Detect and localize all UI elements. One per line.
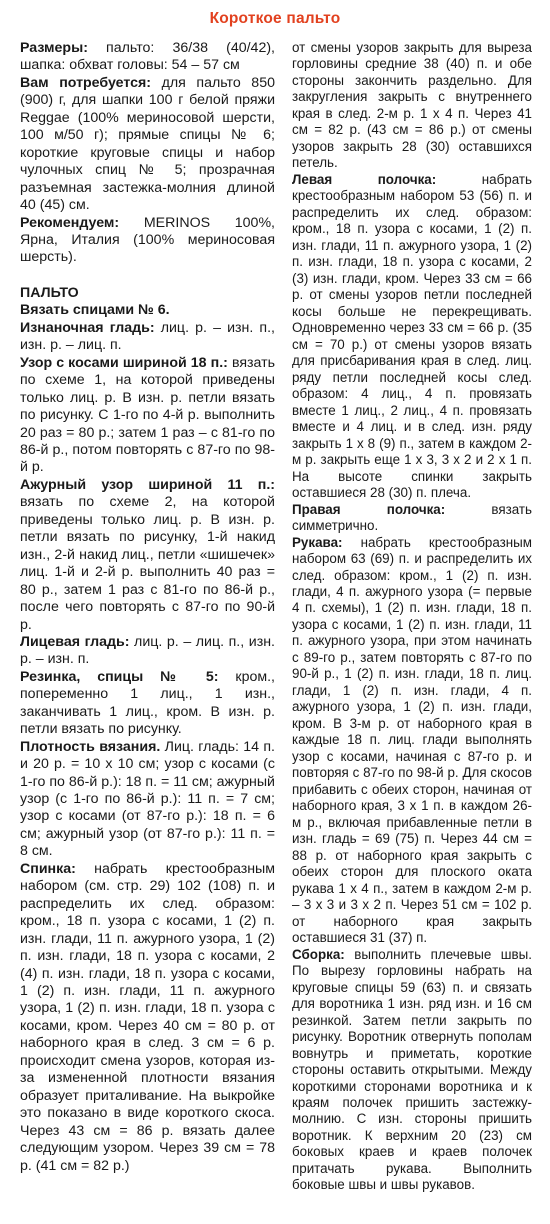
rib-label: Резинка, спицы № 5:	[20, 668, 219, 685]
assembly-text: выполнить плечевые швы. По вырезу горловины набрать на круговые спицы 59 (63) п. и связать для воротника 1 изн. ряд изн. и 16 см резинкой. Затем петли закрыть по рисунку. Воротник отвернуть пополам вовнутрь и приметать, короткие стороны оставить открытыми. Между короткими сторонами воротника и к краям полочек пришить застежку-молнию. С изн. стороны пришить воротник. К верхним 20 (23) см боковых краев и краев полочек притачать рукава. Выполнить боковые швы и швы рукавов.	[292, 946, 532, 1193]
recommend-paragraph	[20, 215, 275, 267]
right-front-label: Правая полочка:	[292, 501, 446, 517]
sizes-label: Размеры:	[20, 40, 88, 56]
materials-text: для пальто 850 (900) г, для шапки 100 г белой пряжи Reggae (100% мериносовой шерсти, 100 м/50 г); прямые спицы № 6; короткие круговые спицы и набор чулочных спиц № 5; прозрачная разъемная застежка-молния длиной 40 (45) см.	[20, 74, 275, 214]
recommend-label: Рекомендуем:	[20, 214, 120, 231]
needles-text: Вязать спицами № 6.	[20, 302, 170, 319]
purl-text: лиц. р. – изн. п., изн. р. – лиц. п.	[20, 319, 275, 354]
right-column	[292, 40, 532, 1194]
page-title: Короткое пальто	[209, 10, 341, 27]
lace-label: Ажурный узор шириной 11 п.:	[20, 476, 275, 493]
sleeves-paragraph	[292, 535, 532, 947]
recommend-text: MERINOS 100%, Ярна, Италия (100% мериносовая шерсть).	[20, 214, 275, 266]
cable-label: Узор с косами шириной 18 п.:	[20, 354, 228, 371]
lace-paragraph	[20, 477, 275, 634]
stockinette-text: лиц. р. – лиц. п., изн. р. – изн. п.	[20, 633, 275, 668]
left-front-paragraph	[292, 172, 532, 502]
left-front-label: Левая полочка:	[292, 171, 437, 187]
gauge-paragraph	[20, 739, 275, 861]
assembly-label: Сборка:	[292, 946, 345, 962]
rib-paragraph	[20, 669, 275, 739]
left-column	[20, 40, 275, 1175]
back-continued-paragraph	[292, 40, 532, 172]
lace-text: вязать по схеме 2, на которой приведены только лиц. р. В изн. р. петли вязать по рисунку, 1-й накид изн., 2-й накид лиц., петли «шишечек» лиц. 1-й и 2-й р. выполнить 40 раз = 80 р., затем 1 раз с 81-го по 86-й р., после чего повторять с 87-го по 90-й р.	[20, 494, 275, 633]
coat-heading: ПАЛЬТО	[20, 284, 79, 301]
rib-text: кром., попеременно 1 лиц., 1 изн., заканчивать 1 лиц., кром. В изн. р. петли вязать по рисунку.	[20, 668, 275, 738]
back-continued-text: от смены узоров закрыть для выреза горловины средние 38 (40) п. и обе стороны закончить раздельно. Для закругления закрыть с внутреннего края в след. 2-м р. 1 х 4 п. Через 41 см = 82 р. (43 см = 86 р.) от смены узоров закрыть 28 (30) оставшихся петель.	[292, 40, 532, 171]
left-front-text: набрать крестообразным набором 53 (56) п. и распределить их след. образом: кром., 18 п. узора с косами, 1 (2) п. изн. глади, 11 п. ажурного узора, 1 (2) п. изн. глади, 18 п. узора с косами, 2 (3) изн. глади, кром. Через 33 см = 66 р. от смены узоров петли последней косы больше не перекрещивать. Одновременно через 33 см = 66 р. (35 см = 70 р.) от смены узоров вязать для присбаривания края в след. лиц. ряду петли последней косы след. образом: 4 лиц., 4 п. провязать вместе 1 лиц., 2 лиц., 4 п. провязать вместе и 4 лиц. и в след. изн. ряду закрыть 1 х 8 (9) п., затем в каждом 2-м р. закрыть еще 1 х 3, 3 х 2 и 2 х 1 п. На высоте спинки закрыть оставшиеся 28 (30) п. плеча.	[292, 171, 532, 501]
materials-label: Вам потребуется:	[20, 74, 152, 91]
back-paragraph	[20, 861, 275, 1175]
right-front-text: вязать симметрично.	[292, 501, 532, 534]
sleeves-label: Рукава:	[292, 534, 343, 550]
cable-text: вязать по схеме 1, на которой приведены только лиц. р. В изн. р. петли вязать по рисунку. С 1-го по 4-й р. выполнить 20 раз = 80 р.; затем 1 раз – с 81-го по 86-й р., потом повторять с 87-го по 98-й р.	[20, 354, 275, 476]
stockinette-label: Лицевая гладь:	[20, 633, 130, 650]
cable-paragraph	[20, 355, 275, 477]
stockinette-paragraph	[20, 634, 275, 669]
assembly-paragraph	[292, 947, 532, 1194]
back-label: Спинка:	[20, 860, 76, 877]
sizes-text: пальто: 36/38 (40/42), шапка: обхват головы: 54 – 57 см	[20, 40, 275, 74]
sizes-paragraph	[20, 40, 275, 75]
right-front-paragraph	[292, 502, 532, 535]
gauge-label: Плотность вязания.	[20, 738, 161, 755]
gauge-text: Лиц. гладь: 14 п. и 20 р. = 10 х 10 см; узор с косами (с 1-го по 86-й р.): 18 п. = 11 см; ажурный узор (с 1-го по 86-й р.): 11 п. = 7 см; узор с косами (от 87-го р.): 18 п. = 6 см; ажурный узор (от 87-го р.): 11 п. = 8 см.	[20, 738, 275, 860]
purl-paragraph	[20, 320, 275, 355]
materials-paragraph	[20, 75, 275, 215]
purl-label: Изнаночная гладь:	[20, 319, 155, 336]
sleeves-text: набрать крестообразным набором 63 (69) п. и распределить их след. образом: кром., 1 (2) п. изн. глади, 4 п. ажурного узора (= первые 4 п. схемы), 1 (2) п. изн. глади, 18 п. узора с косами, 1 (2) п. изн. глади, 11 п. ажурного узора, при этом начинать с 89-го р., затем повторять с 87-го по 90-й р., 1 (2) п. изн. глади, 18 п. лиц. глади, 1 (2) п. изн. глади, 4 п. ажурного узора, 1 (2) п. изн. глади, кром. В 3-м р. от наборного края в каждые 18 п. лиц. глади выполнять узор с косами, начиная с 87-го р. и повторяя с 87-го по 98-й р. Для скосов прибавить с обеих сторон, начиная от наборного края, 3 х 1 п. в каждом 26-м р., включая прибавленные петли в изн. гладь = 69 (75) п. Через 44 см = 88 р. от наборного края закрыть с обеих сторон для плоского оката рукава 1 х 4 п., затем в каждом 2-м р. – 3 х 3 и 3 х 2 п. Через 51 см = 102 р. от наборного края закрыть оставшиеся 31 (37) п.	[292, 534, 532, 946]
needles-line	[20, 302, 275, 319]
back-text: набрать крестообразным набором (см. стр. 29) 102 (108) п. и распределить их след. образом: кром., 18 п. узора с косами, 1 (2) п. изн. глади, 11 п. ажурного узора, 1 (2) п. изн. глади, 18 п. узора с косами, 2 (4) п. изн. глади, 18 п. узора с косами, 1 (2) п. изн. глади, 11 п. ажурного узора, 1 (2) п. изн. глади, 18 п. узора с косами, кром. Через 40 см = 80 р. от наборного края в след. 3 см = 6 р. происходит смена узоров, которая из-за измененной плотности вязания образует приталивание. На выкройке это показано в виде короткого скоса. Через 43 см = 86 р. вязать далее следующим узором. Через 39 см = 78 р. (41 см = 82 р.)	[20, 860, 275, 1174]
